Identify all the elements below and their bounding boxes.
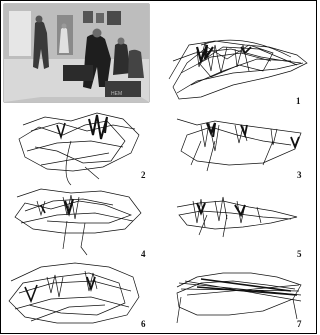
- panel-label-2: 2: [141, 170, 146, 180]
- scanpath-4: [15, 189, 141, 255]
- panel-label-4: 4: [141, 249, 146, 259]
- panel-label-5: 5: [297, 249, 302, 259]
- scanpath-6: [9, 263, 139, 323]
- scanpath-3: [177, 119, 301, 171]
- scanpath-2: [19, 113, 139, 185]
- figure-canvas: [1, 1, 318, 335]
- panel-label-6: 6: [141, 319, 146, 329]
- panel-label-7: 7: [297, 319, 302, 329]
- panel-label-1: 1: [296, 96, 301, 106]
- scanpath-5: [177, 197, 297, 237]
- scanpath-1: [169, 40, 307, 99]
- painting-thumbnail: [4, 4, 149, 102]
- svg-text:НЕМ: НЕМ: [111, 91, 123, 97]
- panel-label-3: 3: [297, 170, 302, 180]
- scanpath-7: [177, 273, 301, 323]
